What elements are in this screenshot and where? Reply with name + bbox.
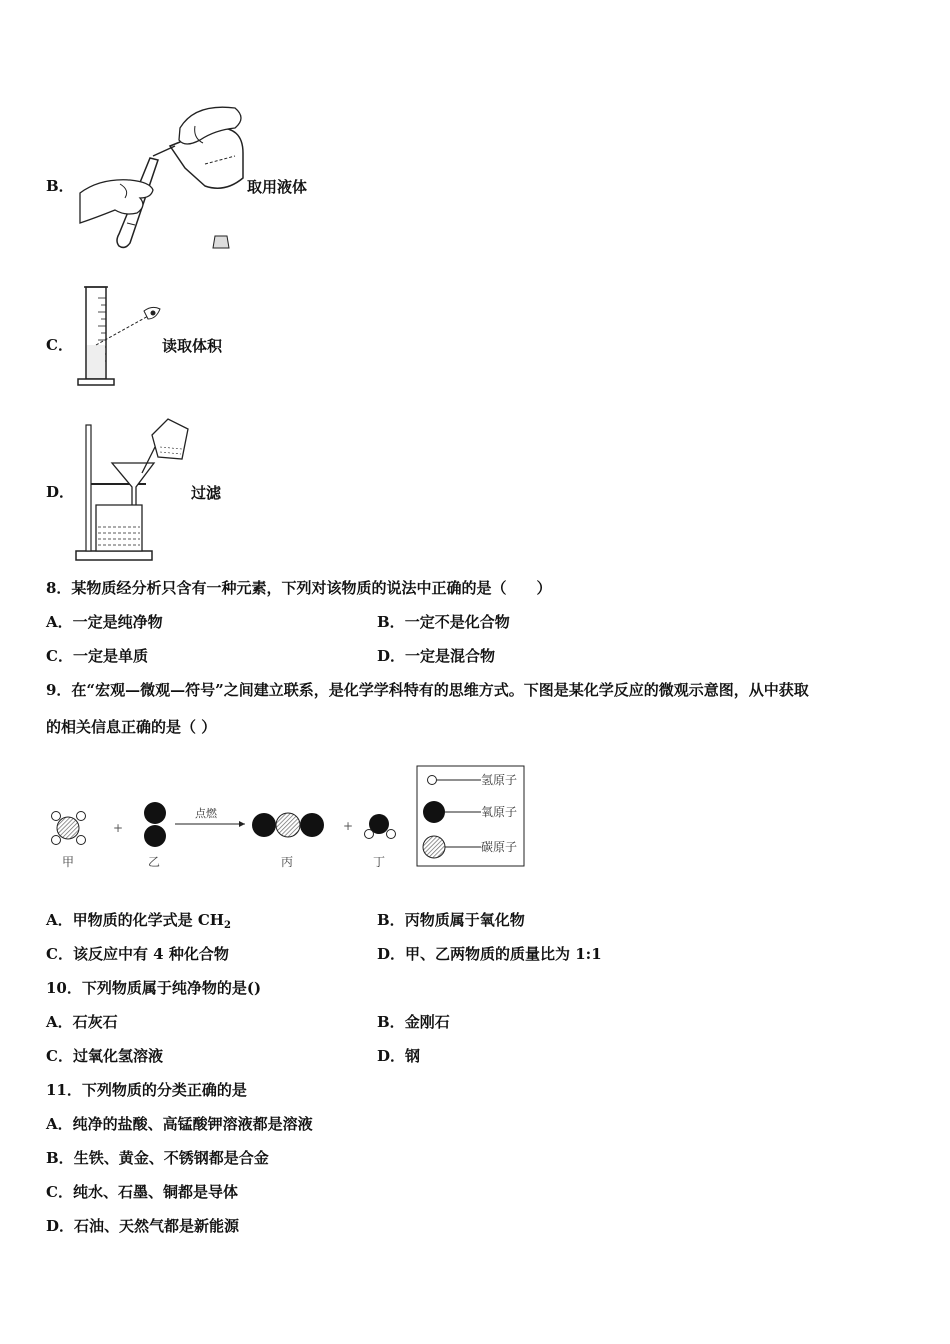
option-letter: C．	[46, 336, 73, 354]
q9-option-b[interactable]	[377, 910, 525, 930]
option-letter: D．	[377, 945, 406, 963]
option-text: 石油、天然气都是新能源	[74, 1217, 240, 1235]
molecule-yi	[144, 802, 166, 847]
option-letter: C．	[46, 1047, 73, 1065]
legend-oxygen: 氧原子	[481, 805, 518, 819]
plus-sign-2: +	[343, 819, 354, 833]
option-text: 一定是单质	[72, 647, 148, 665]
q10-option-c[interactable]	[46, 1046, 163, 1066]
q7-option-b[interactable]	[46, 176, 74, 196]
q7-option-c[interactable]	[46, 335, 73, 355]
option-letter: D．	[377, 647, 406, 665]
option-letter: A．	[46, 1013, 73, 1031]
label-bing: 丙	[281, 855, 294, 869]
q7-option-b-text: 取用液体	[247, 178, 308, 196]
option-letter: B．	[377, 911, 405, 929]
option-letter: C．	[46, 647, 73, 665]
option-text: 石灰石	[72, 1013, 118, 1031]
option-text: 一定是纯净物	[72, 613, 163, 631]
plus-sign-1: +	[113, 821, 124, 835]
option-letter: D．	[377, 1047, 406, 1065]
subscript: 2	[223, 920, 231, 931]
option-text: 一定是混合物	[405, 647, 496, 665]
q8-option-d[interactable]	[377, 646, 495, 666]
q9-option-a[interactable]	[46, 910, 231, 936]
option-text: 生铁、黄金、不锈钢都是合金	[73, 1149, 269, 1167]
option-text: 钢	[405, 1047, 421, 1065]
option-letter: D．	[46, 483, 75, 501]
q8-option-b[interactable]	[377, 612, 510, 632]
legend-hydrogen: 氢原子	[481, 773, 518, 787]
q10-stem: 10．下列物质属于纯净物的是()	[46, 979, 262, 997]
q9-stem-line1: 9．在“宏观—微观—符号”之间建立联系，是化学学科特有的思维方式。下图是某化学反应的微观示意图，从中获取	[46, 681, 809, 699]
arrow-head-icon	[239, 821, 245, 827]
q11-option-c[interactable]	[46, 1182, 238, 1202]
filtration-illustration	[72, 417, 194, 565]
option-text: 纯水、石墨、铜都是导体	[72, 1183, 238, 1201]
pouring-liquid-illustration	[75, 98, 250, 253]
option-letter: A．	[46, 613, 73, 631]
q8-stem: 8．某物质经分析只含有一种元素，下列对该物质的说法中正确的是（ ）	[46, 579, 552, 597]
option-text: 金刚石	[404, 1013, 450, 1031]
option-text: 过氧化氢溶液	[72, 1047, 163, 1065]
q10-option-d[interactable]	[377, 1046, 420, 1066]
molecule-jia	[52, 812, 86, 845]
q9-option-c[interactable]	[46, 944, 229, 964]
q11-option-a[interactable]	[46, 1114, 313, 1134]
option-text: 甲物质的化学式是 CH	[72, 911, 224, 929]
option-letter: B．	[377, 613, 405, 631]
option-text: 一定不是化合物	[404, 613, 510, 631]
arrow-label: 点燃	[195, 807, 217, 820]
option-letter: B．	[46, 177, 74, 195]
option-text: 该反应中有 4 种化合物	[72, 945, 229, 963]
q9-option-d[interactable]	[377, 944, 602, 964]
q8-option-a[interactable]	[46, 612, 163, 632]
option-letter: B．	[46, 1149, 74, 1167]
option-letter: B．	[377, 1013, 405, 1031]
graduated-cylinder-illustration	[76, 283, 166, 389]
q7-option-d[interactable]	[46, 482, 74, 502]
label-yi: 乙	[148, 855, 161, 869]
q7-option-d-text: 过滤	[191, 484, 222, 502]
option-letter: C．	[46, 945, 73, 963]
q11-stem: 11．下列物质的分类正确的是	[46, 1081, 247, 1099]
q8-option-c[interactable]	[46, 646, 148, 666]
q10-option-a[interactable]	[46, 1012, 118, 1032]
option-text: 纯净的盐酸、高锰酸钾溶液都是溶液	[72, 1115, 313, 1133]
q10-option-b[interactable]	[377, 1012, 450, 1032]
option-text: 甲、乙两物质的质量比为 1:1	[405, 945, 602, 963]
option-letter: C．	[46, 1183, 73, 1201]
option-letter: A．	[46, 1115, 73, 1133]
option-letter: D．	[46, 1217, 75, 1235]
q9-stem-line2: 的相关信息正确的是（ ）	[46, 718, 217, 736]
legend-carbon: 碳原子	[481, 840, 518, 854]
option-text: 丙物质属于氧化物	[404, 911, 525, 929]
legend-box	[417, 766, 524, 866]
q11-option-b[interactable]	[46, 1148, 269, 1168]
molecule-bing	[252, 813, 324, 837]
molecule-ding	[365, 814, 396, 839]
reaction-diagram	[40, 762, 540, 877]
q7-option-c-text: 读取体积	[162, 337, 223, 355]
label-jia: 甲	[62, 855, 75, 869]
q11-option-d[interactable]	[46, 1216, 239, 1236]
label-ding: 丁	[373, 855, 386, 869]
option-letter: A．	[46, 911, 73, 929]
